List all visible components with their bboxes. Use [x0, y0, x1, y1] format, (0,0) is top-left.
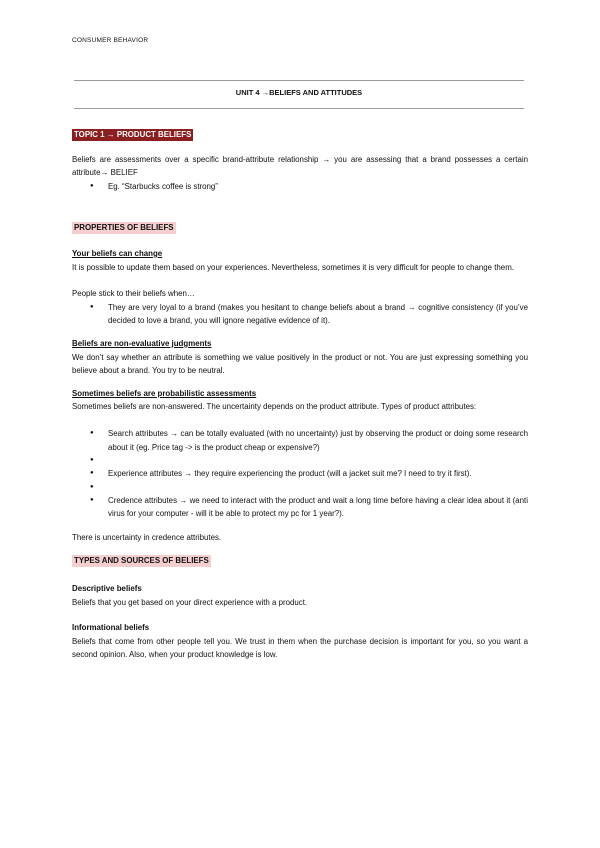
descriptive-text: Beliefs that you get based on your direct experience with a product. — [72, 597, 308, 607]
change-heading: Your beliefs can change — [72, 248, 163, 258]
stick-list — [72, 301, 528, 328]
topic-1-label: TOPIC 1 → PRODUCT BELIEFS — [74, 130, 192, 139]
stick-intro: People stick to their beliefs when… — [72, 289, 195, 299]
bottom-rule — [74, 108, 524, 109]
nonevaluative-heading: Beliefs are non-evaluative judgments — [72, 338, 212, 348]
document-title: UNIT 4 →BELIEFS AND ATTITUDES — [235, 88, 363, 97]
properties-label: PROPERTIES OF BELIEFS — [74, 223, 174, 233]
top-rule — [74, 80, 524, 81]
stick-bullet: ● They are very loyal to a brand (makes you hesitant to change beliefs about a brand → cognitive consistency (if you’ve decided to love a brand, you will ignore negative evidence of it). — [72, 301, 528, 328]
topic-1-example-list — [72, 180, 528, 194]
attribute-search: ● Search attributes → can be totally evaluated (with no uncertainty) just by observing the product or doing some research about it (eg. Price tag -> is the product cheap or expensive?) — [72, 427, 528, 454]
topic-1-intro: Beliefs are assessments over a specific brand-attribute relationship → you are assessing that a brand possesses a certain attribute→ BELIEF — [72, 154, 528, 178]
descriptive-heading: Descriptive beliefs — [72, 584, 142, 594]
uncertainty-note: There is uncertainty in credence attributes. — [72, 532, 222, 542]
types-label: TYPES AND SOURCES OF BELIEFS — [74, 556, 209, 566]
document-body — [72, 128, 528, 662]
probabilistic-heading: Sometimes beliefs are probabilistic assessments — [72, 388, 257, 398]
topic-1-example: ● Eg. “Starbucks coffee is strong” — [72, 180, 528, 194]
change-text: It is possible to update them based on your experiences. Nevertheless, sometimes it is very difficult for people to change them. — [72, 262, 514, 272]
probabilistic-text: Sometimes beliefs are non-answered. The uncertainty depends on the product attribute. Types of product attributes: — [72, 402, 477, 412]
informational-text: Beliefs that come from other people tell you. We trust in them when the purchase decision is important for you, so you want a second opinion. Also, when your product knowledge is low. — [72, 636, 528, 660]
attribute-list — [72, 427, 528, 521]
attribute-experience: ● Experience attributes → they require experiencing the product (will a jacket suit me? I need to try it first). — [72, 467, 528, 481]
attribute-credence: ● Credence attributes → we need to interact with the product and wait a long time before having a clear idea about it (anti virus for your computer - will it be able to protect my pc for 1 year?). — [72, 494, 528, 521]
informational-heading: Informational beliefs — [72, 623, 150, 633]
nonevaluative-text: We don’t say whether an attribute is something we value positively in the product or not. You are just expressing something you believe about a brand. You try to be neutral. — [72, 352, 528, 376]
page-header: CONSUMER BEHAVIOR — [72, 37, 149, 44]
